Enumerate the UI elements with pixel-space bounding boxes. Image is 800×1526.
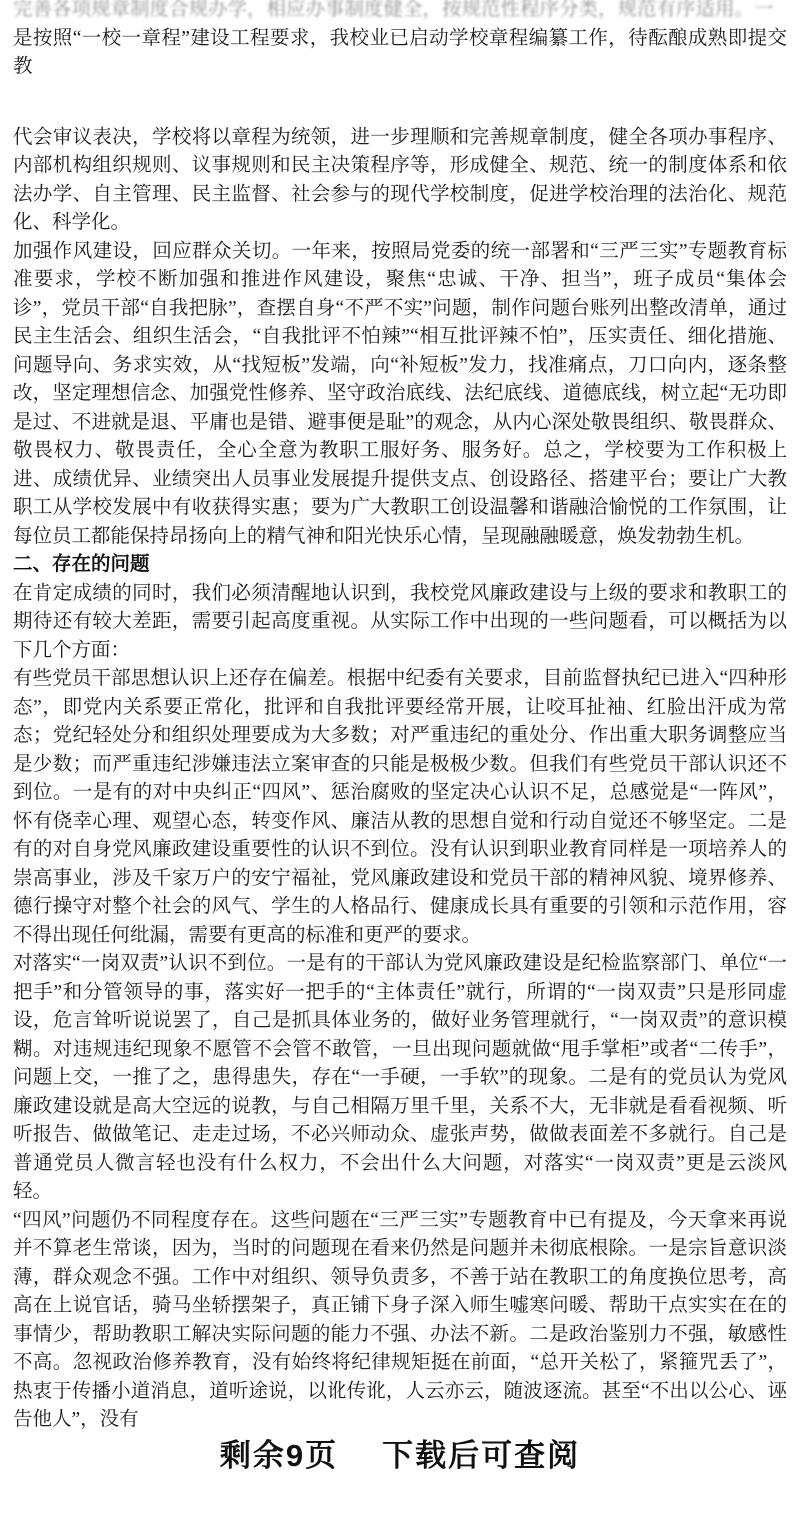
- footer-pages-remaining: 剩余9页: [219, 1438, 339, 1473]
- paragraph-four-winds: “四风”问题仍不同程度存在。这些问题在“三严三实”专题教育中已有提及，今天拿来再说并不算老生常谈，因为，当时的问题现在看来仍然是问题并未彻底根除。一是宗旨意识淡薄，群众观念不强。工作中对组织、领导负责多，不善于站在教职工的角度换位思考，高高在上说官话，骑马坐轿摆架子，真正铺下身子深入师生嘘寒问暖、帮助干点实实在在的事情少，帮助教职工解决实际问题的能力不强、办法不新。二是政治鉴别力不强，敏感性不高。忽视政治修养教育，没有始终将纪律规矩挺在前面，“总开关松了，紧箍咒丢了”，热衷于传播小道消息，道听途说，以讹传讹，人云亦云，随波逐流。甚至“不出以公心、诬告他人”，没有: [13, 1209, 787, 1430]
- paragraph-charter-review: 代会审议表决，学校将以章程为统领，进一步理顺和完善规章制度，健全各项办事程序、内部机构组织规则、议事规则和民主决策程序等，形成健全、规范、统一的制度体系和依法办学、自主管理、民主监督、社会参与的现代学校制度，促进学校治理的法治化、规范化、科学化。: [13, 126, 787, 233]
- footer-download-hint: 下载后可查阅: [382, 1438, 581, 1473]
- section-heading: 二、存在的问题: [13, 554, 150, 575]
- intro-line: 是按照“一校一章程”建设工程要求，我校业已启动学校章程编纂工作，待酝酿成熟即提交教: [13, 27, 787, 77]
- clipped-top-line: 完善各项规章制度合规办学，相应办事制度健全，按规范性程序分类，规范有序适用。一: [13, 0, 774, 20]
- paragraph-dual-responsibility: 对落实“一岗双责”认识不到位。一是有的干部认为党风廉政建设是纪检监察部门、单位“一把手”和分管领导的事，落实好一把手的“主体责任”就行，所谓的“一岗双责”只是形同虚设，危言耸听说说罢了，自己是抓具体业务的，做好业务管理就行，“一岗双责”的意识模糊。对违规违纪现象不愿管不会管不敢管，一旦出现问题就做“甩手掌柜”或者“二传手”，问题上交，一推了之，患得患失，存在“一手硬，一手软”的现象。二是有的党员认为党风廉政建设就是高大空远的说教，与自己相隔万里千里，关系不大，无非就是看看视频、听听报告、做做笔记、走走过场，不必兴师动众、虚张声势，做做表面差不多就行。自己是普通党员人微言轻也没有什么权力，不会出什么大问题，对落实“一岗双责”更是云淡风轻。: [13, 953, 787, 1202]
- paragraph-ideology-deviation: 有些党员干部思想认识上还存在偏差。根据中纪委有关要求，目前监督执纪已进入“四种形态”，即党内关系要正常化，批评和自我批评要经常开展，让咬耳扯袖、红脸出汗成为常态；党纪轻处分和组织处理要成为大多数；对严重违纪的重处分、作出重大职务调整应当是少数；而严重违纪涉嫌违法立案审查的只能是极极少数。但我们有些党员干部认识还不到位。一是有的对中央纠正“四风”、惩治腐败的坚定决心认识不足，总感觉是“一阵风”，怀有侥幸心理、观望心态，转变作风、廉洁从教的思想自觉和行动自觉还不够坚定。二是有的对自身党风廉政建设重要性的认识不到位。没有认识到职业教育同样是一项培养人的崇高事业，涉及千家万户的安宁福祉，党风廉政建设和党员干部的精神风貌、境界修养、德行操守对整个社会的风气、学生的人格品行、健康成长具有重要的引领和示范作用，容不得出现任何纰漏，需要有更高的标准和更严的要求。: [13, 668, 787, 946]
- paragraph-work-style: 加强作风建设，回应群众关切。一年来，按照局党委的统一部署和“三严三实”专题教育标准要求，学校不断加强和推进作风建设，聚焦“忠诚、干净、担当”，班子成员“集体会诊”，党员干部“自我把脉”，查摆自身“不严不实”问题，制作问题台账列出整改清单，通过民主生活会、组织生活会，“自我批评不怕辣”“相互批评辣不怕”，压实责任、细化措施、问题导向、务求实效，从“找短板”发端，向“补短板”发力，找准痛点，刀口向内，逐条整改，坚定理想信念、加强党性修养、坚守政治底线、法纪底线、道德底线，树立起“无功即是过、不进就是退、平庸也是错、避事便是耻”的观念，从内心深处敬畏组织、敬畏群众、敬畏权力、敬畏责任，全心全意为教职工服好务、服务好。总之，学校要为工作积极上进、成绩优异、业绩突出人员事业发展提升提供支点、创设路径、搭建平台；要让广大教职工从学校发展中有收获得实惠；要为广大教职工创设温馨和谐融洽愉悦的工作氛围，让每位员工都能保持昂扬向上的精气神和阳光快乐心情，呈现融融暖意，焕发勃勃生机。: [13, 240, 787, 547]
- paragraph-problems-intro: 在肯定成绩的同时，我们必须清醒地认识到，我校党风廉政建设与上级的要求和教职工的期待还有较大差距，需要引起高度重视。从实际工作中出现的一些问题看，可以概括为以下几个方面：: [13, 582, 787, 661]
- download-footer: [0, 1430, 800, 1475]
